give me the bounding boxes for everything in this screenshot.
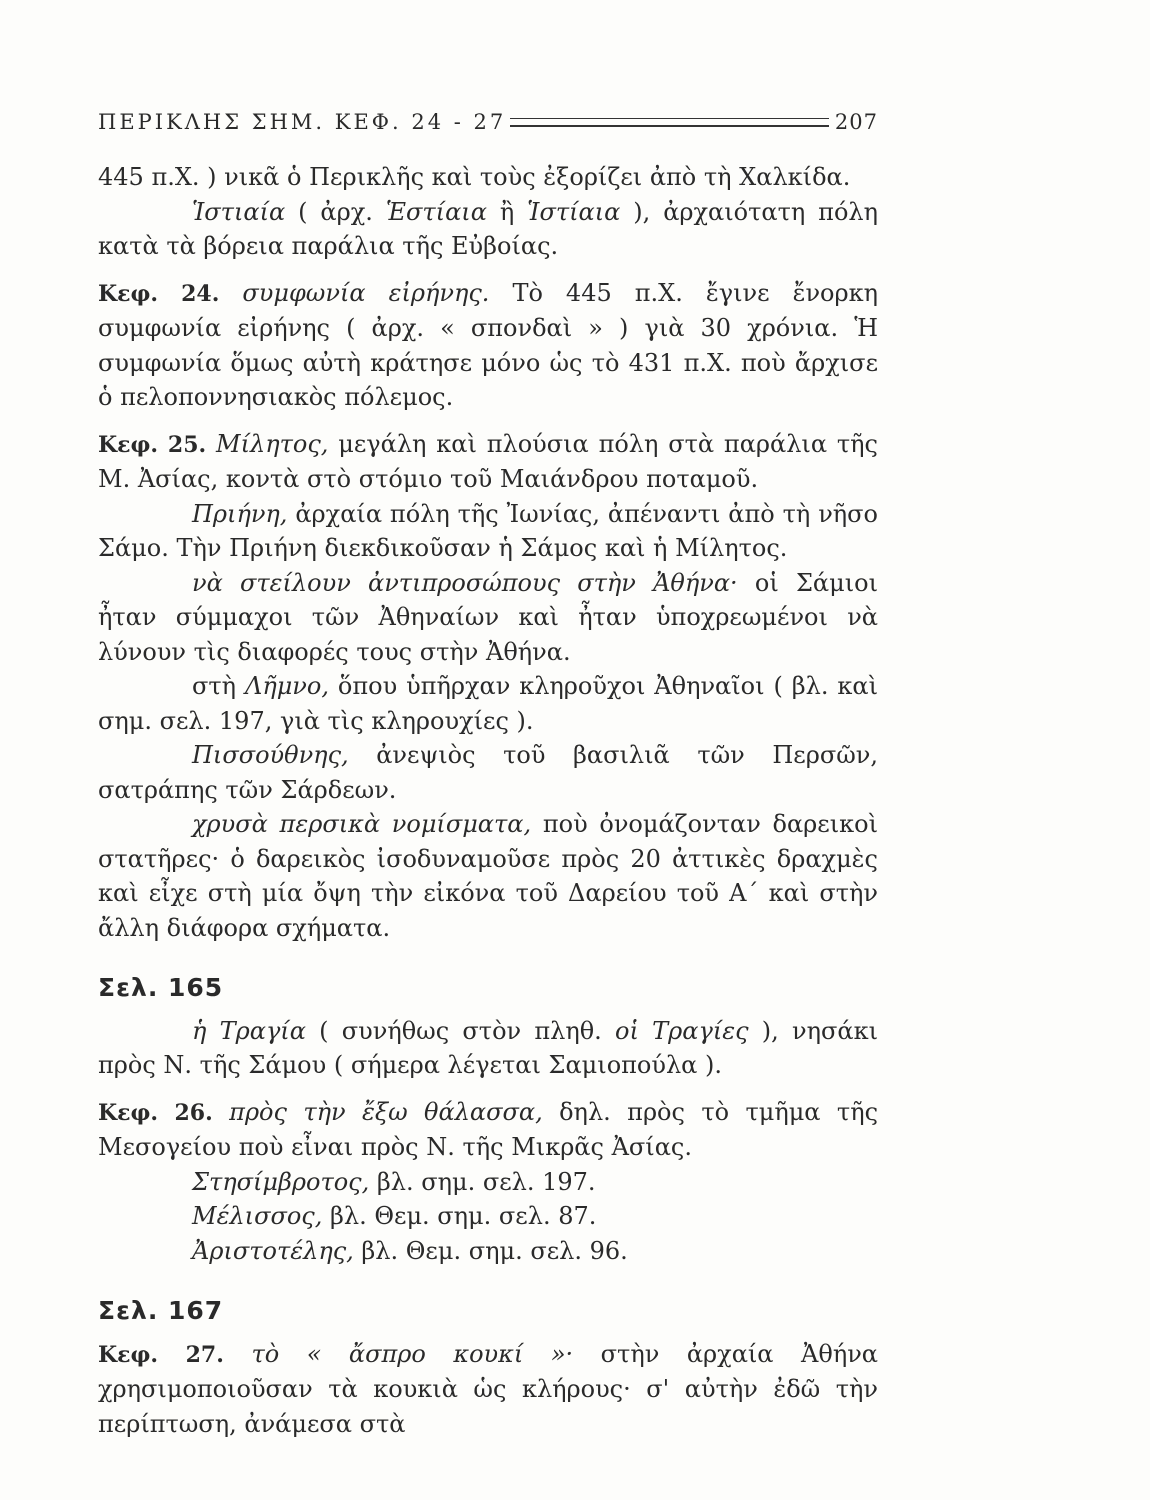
kef-26-label: Κεφ. 26. bbox=[98, 1099, 213, 1126]
paragraph-kef-25: Κεφ. 25. Μίλητος, μεγάλη καὶ πλούσια πόλη στὰ παράλια τῆς Μ. Ἀσίας, κοντὰ στὸ στόμιο τοῦ Μαιάνδρου ποταμοῦ. bbox=[98, 429, 878, 493]
paragraph-kef-24: Κεφ. 24. συμφωνία εἰρήνης. Τὸ 445 π.Χ. ἔγινε ἔνορκη συμφωνία εἰρήνης ( ἀρχ. « σπονδαὶ » ) γιὰ 30 χρόνια. Ἡ συμφωνία ὅμως αὐτὴ κράτησε μόνο ὡς τὸ 431 π.Χ. ποὺ ἄρχισε ὁ πελοποννησιακὸς πόλεμος. bbox=[98, 278, 878, 411]
section-heading-sel-167: Σελ. 167 bbox=[98, 1296, 224, 1325]
paragraph-steiloun: νὰ στείλουν ἀντιπροσώπους στὴν Ἀθήνα· οἱ Σάμιοι ἦταν σύμμαχοι τῶν Ἀθηναίων καὶ ἦταν ὑποχρεωμένοι νὰ λύνουν τὶς διαφορές τους στὴν Ἀθήνα. bbox=[98, 568, 878, 666]
paragraph-nomismata: χρυσὰ περσικὰ νομίσματα, ποὺ ὀνομάζονταν δαρεικοὶ στατῆρες· ὁ δαρεικὸς ἰσοδυναμοῦσε πρὸς 20 ἀττικὲς δραχμὲς καὶ εἶχε στὴ μία ὄψη τὴν εἰκόνα τοῦ Δαρείου τοῦ Α΄ καὶ στὴν ἄλλη διάφορα σχήματα. bbox=[98, 810, 878, 942]
section-heading-sel-165: Σελ. 165 bbox=[98, 973, 224, 1002]
paragraph-kef-26: Κεφ. 26. πρὸς τὴν ἔξω θάλασσα, δηλ. πρὸς τὸ τμῆμα τῆς Μεσογείου ποὺ εἶναι πρὸς Ν. τῆς Μικρᾶς Ἀσίας. bbox=[98, 1097, 879, 1161]
paragraph-limno: στὴ Λῆμνο, ὅπου ὑπῆρχαν κληροῦχοι Ἀθηναῖοι ( βλ. καὶ σημ. σελ. 197, γιὰ τὶς κληρουχίες ). bbox=[98, 672, 879, 735]
paragraph-priini: Πριήνη, ἀρχαία πόλη τῆς Ἰωνίας, ἀπέναντι ἀπὸ τὴ νῆσο Σάμο. Τὴν Πριήνη διεκδικοῦσαν ἡ Σάμος καὶ ἡ Μίλητος. bbox=[98, 499, 878, 562]
paragraph-continuation: 445 π.Χ. ) νικᾶ ὁ Περικλῆς καὶ τοὺς ἐξορίζει ἀπὸ τὴ Χαλκίδα. bbox=[98, 163, 851, 191]
paragraph-istiaia: Ἱστιαία ( ἀρχ. Ἑστίαια ἢ Ἱστίαια ), ἀρχαιότατη πόλη κατὰ τὰ βόρεια παράλια τῆς Εὐβοίας. bbox=[98, 197, 878, 260]
header-rule bbox=[510, 118, 829, 127]
paragraph-tragia: ἡ Τραγία ( συνήθως στὸν πληθ. οἱ Τραγίες ), νησάκι πρὸς Ν. τῆς Σάμου ( σήμερα λέγεται Σαμιοπούλα ). bbox=[98, 1016, 879, 1079]
page-number: 207 bbox=[834, 110, 878, 134]
running-head bbox=[98, 104, 878, 140]
paragraph-melissos: Μέλισσος, βλ. Θεμ. σημ. σελ. 87. bbox=[192, 1202, 597, 1230]
paragraph-pissouthnis: Πισσούθνης, ἀνεψιὸς τοῦ βασιλιᾶ τῶν Περσῶν, σατράπης τῶν Σάρδεων. bbox=[98, 741, 878, 804]
paragraph-aristotelis: Ἀριστοτέλης, βλ. Θεμ. σημ. σελ. 96. bbox=[192, 1236, 628, 1265]
paragraph-stisimbrotos: Στησίμβροτος, βλ. σημ. σελ. 197. bbox=[192, 1167, 596, 1196]
running-head-title: ΠΕΡΙΚΛΗΣ ΣΗΜ. ΚΕΦ. 24 - 27 bbox=[98, 110, 507, 134]
kef-25-label: Κεφ. 25. bbox=[98, 431, 207, 458]
page-body bbox=[98, 160, 878, 1441]
paragraph-kef-27: Κεφ. 27. τὸ « ἄσπρο κουκί »· στὴν ἀρχαία Ἀθήνα χρησιμοποιοῦσαν τὰ κουκιὰ ὡς κλήρους· σ' αὐτὴν ἐδῶ τὴν περίπτωση, ἀνάμεσα στὰ bbox=[98, 1339, 879, 1438]
kef-24-label: Κεφ. 24. bbox=[98, 280, 220, 307]
kef-27-label: Κεφ. 27. bbox=[98, 1341, 224, 1368]
